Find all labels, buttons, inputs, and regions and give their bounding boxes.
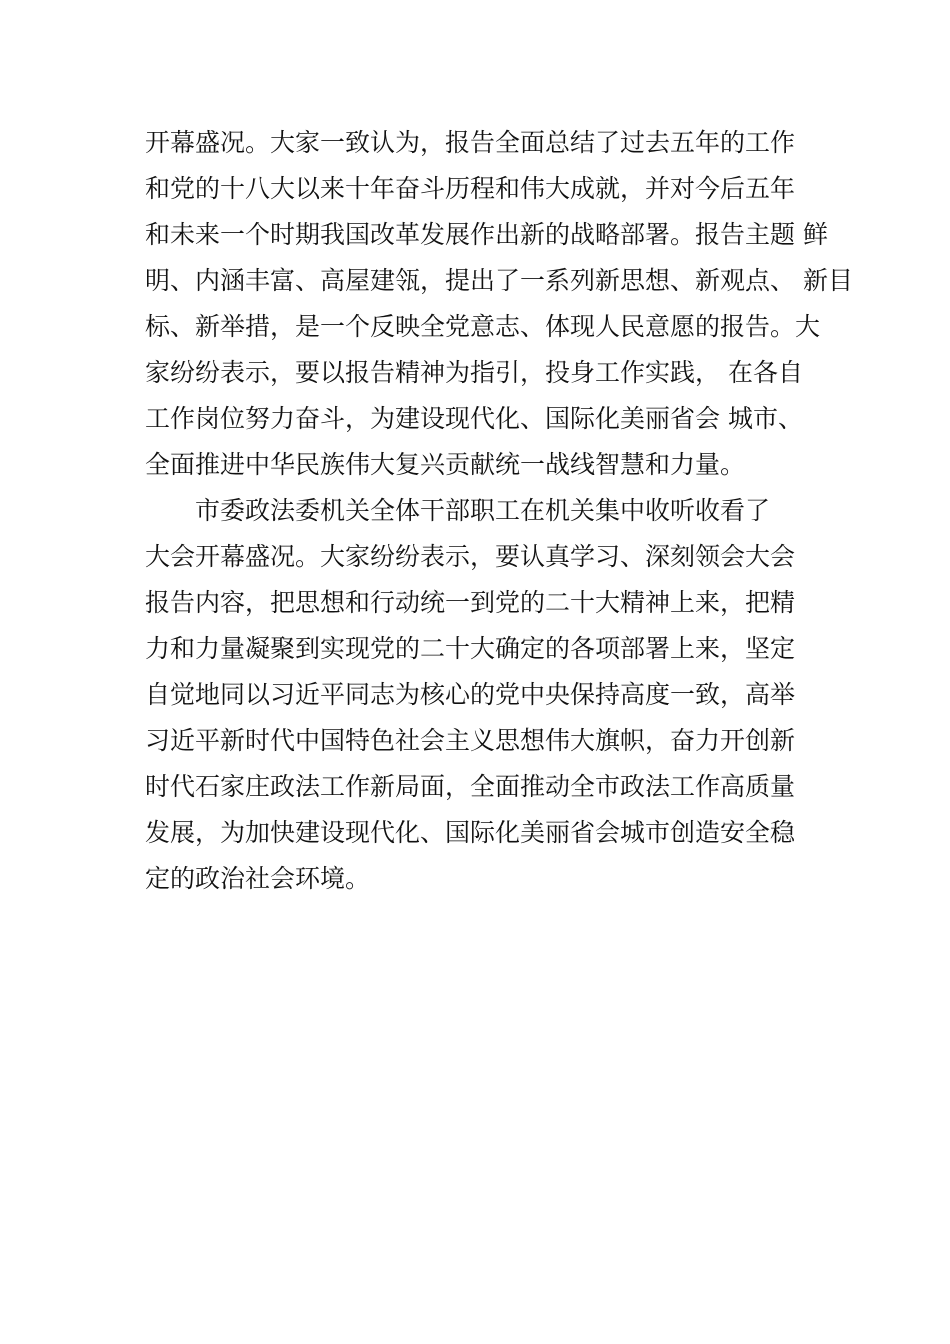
text-line: 自觉地同以习近平同志为核心的党中央保持高度一致，高举 bbox=[145, 680, 796, 709]
text-line: 全面推进中华民族伟大复兴贡献统一战线智慧和力量。 bbox=[145, 450, 746, 479]
text-line: 定的政治社会环境。 bbox=[145, 864, 371, 893]
text-line: 标、新举措，是一个反映全党意志、体现人民意愿的报告。大 bbox=[145, 312, 821, 341]
text-line: 开幕盛况。大家一致认为，报告全面总结了过去五年的工作 bbox=[145, 128, 796, 157]
text-line: 发展，为加快建设现代化、国际化美丽省会城市创造安全稳 bbox=[145, 818, 796, 847]
text-line: 市委政法委机关全体干部职工在机关集中收听收看了 bbox=[195, 496, 771, 525]
paragraph-2 bbox=[145, 488, 845, 902]
text-line: 工作岗位努力奋斗，为建设现代化、国际化美丽省会 城市、 bbox=[145, 404, 803, 433]
text-line: 明、内涵丰富、高屋建瓴，提出了一系列新思想、新观点、 新目 bbox=[145, 266, 853, 295]
text-line: 大会开幕盛况。大家纷纷表示，要认真学习、深刻领会大会 bbox=[145, 542, 796, 571]
text-line: 和未来一个时期我国改革发展作出新的战略部署。报告主题 鲜 bbox=[145, 220, 828, 249]
body-text bbox=[145, 120, 853, 902]
text-line: 时代石家庄政法工作新局面，全面推动全市政法工作高质量 bbox=[145, 772, 796, 801]
text-line: 和党的十八大以来十年奋斗历程和伟大成就，并对今后五年 bbox=[145, 174, 796, 203]
text-line: 力和力量凝聚到实现党的二十大确定的各项部署上来，坚定 bbox=[145, 634, 796, 663]
text-line: 家纷纷表示，要以报告精神为指引，投身工作实践， 在各自 bbox=[145, 358, 803, 387]
paragraph-1 bbox=[145, 120, 853, 488]
text-line: 报告内容，把思想和行动统一到党的二十大精神上来，把精 bbox=[145, 588, 796, 617]
text-line: 习近平新时代中国特色社会主义思想伟大旗帜，奋力开创新 bbox=[145, 726, 796, 755]
